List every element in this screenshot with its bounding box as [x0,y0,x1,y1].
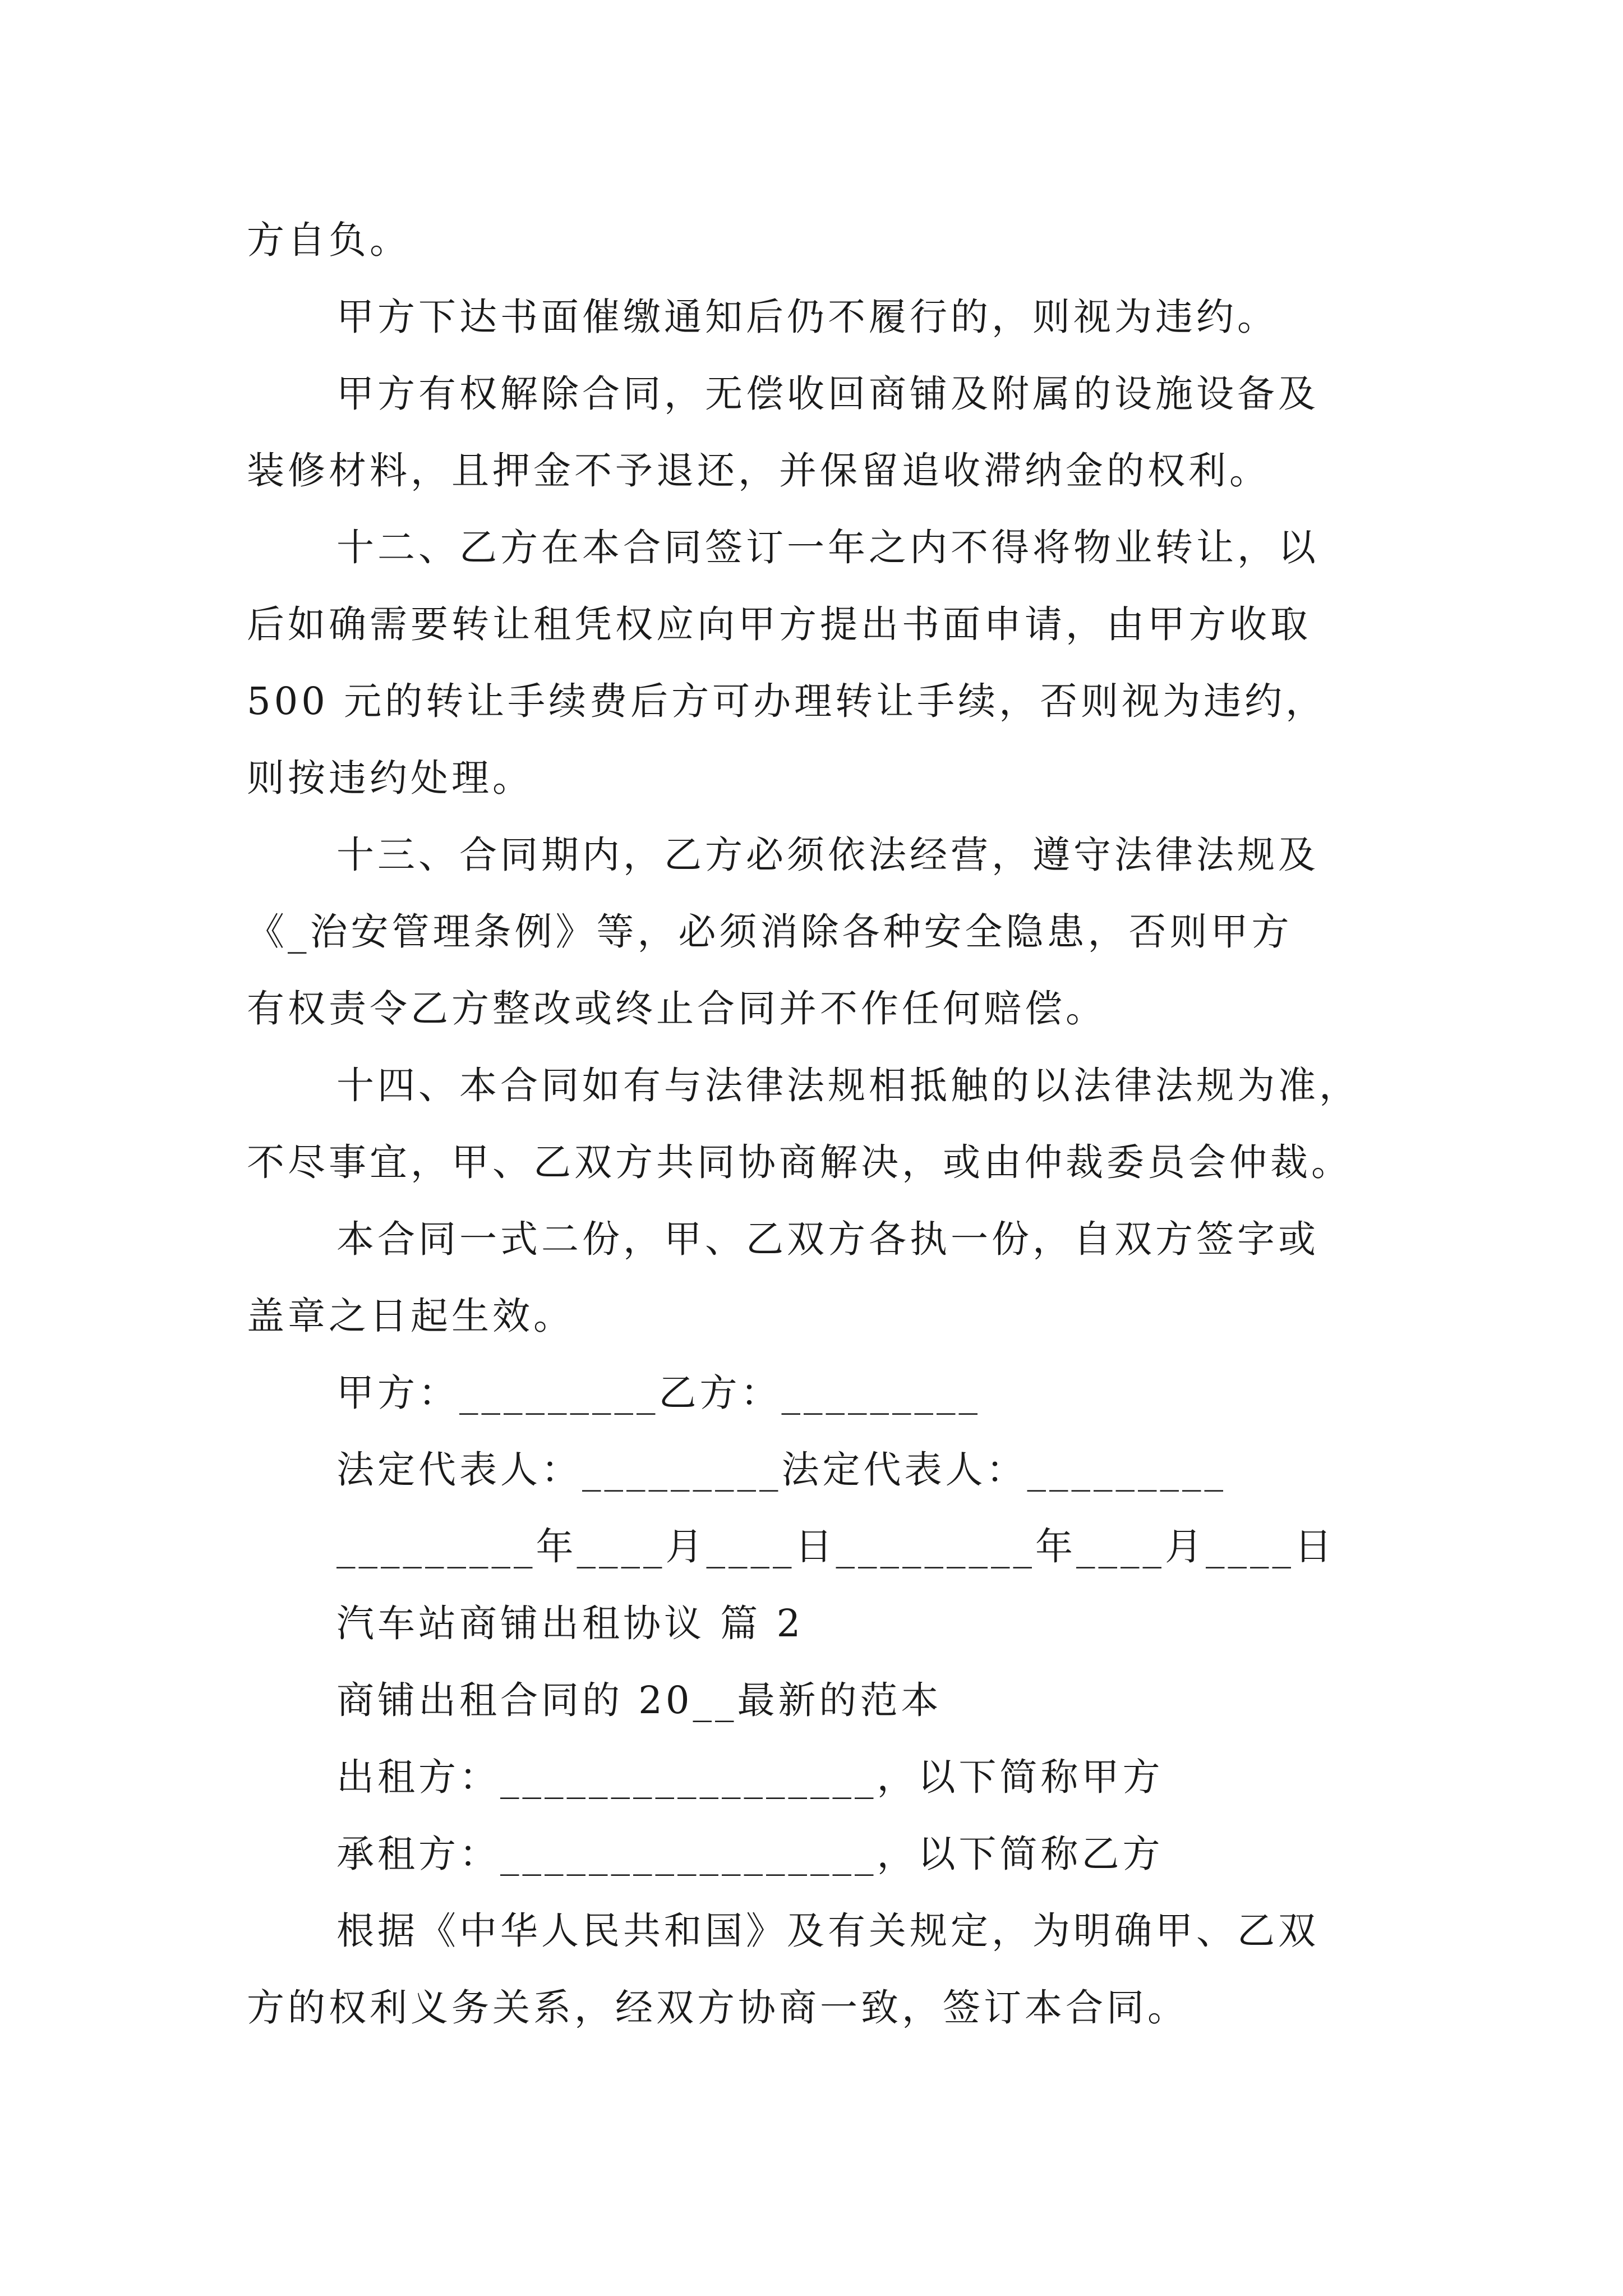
text-line: 十二、乙方在本合同签订一年之内不得将物业转让，以 [336,526,1319,569]
text-line: 装修材料，且押金不予退还，并保留追收滞纳金的权利。 [247,449,1270,493]
text-line: 后如确需要转让租凭权应向甲方提出书面申请，由甲方收取 [247,602,1311,646]
section-subtitle: 商铺出租合同的 20__最新的范本 [336,1678,942,1722]
text-line: 有权责令乙方整改或终止合同并不作任何赔偿。 [247,987,1106,1030]
text-line: 500 元的转让手续费后方可办理转让手续，否则视为违约， [247,679,1327,723]
signature-line-representatives: 法定代表人：_________法定代表人：_________ [336,1448,1227,1492]
lessor-line: 出租方：_________________，以下简称甲方 [336,1755,1164,1799]
text-line: 甲方下达书面催缴通知后仍不履行的，则视为违约。 [336,295,1278,339]
text-line: 则按违约处理。 [247,756,533,800]
text-line: 盖章之日起生效。 [247,1294,574,1338]
text-line: 十三、合同期内，乙方必须依法经营，遵守法律法规及 [336,833,1319,877]
text-line: 根据《中华人民共和国》及有关规定，为明确甲、乙双 [336,1909,1319,1953]
document-body [247,202,1385,2046]
section-title: 汽车站商铺出租协议 篇 2 [336,1602,804,1645]
signature-line-parties: 甲方：_________乙方：_________ [336,1371,981,1415]
text-line: 本合同一式二份，甲、乙双方各执一份，自双方签字或 [336,1217,1319,1261]
text-line: 十四、本合同如有与法律法规相抵触的以法律法规为准， [336,1064,1360,1107]
text-line: 甲方有权解除合同，无偿收回商铺及附属的设施设备及 [336,372,1319,416]
text-line: 《_治安管理条例》等，必须消除各种安全隐患，否则甲方 [247,910,1293,954]
signature-line-dates: _________年____月____日_________年____月____日 [336,1525,1335,1568]
text-line: 方自负。 [247,218,411,262]
text-line: 不尽事宜，甲、乙双方共同协商解决，或由仲裁委员会仲裁。 [247,1140,1352,1184]
lessee-line: 承租方：_________________，以下简称乙方 [336,1832,1164,1876]
text-line: 方的权利义务关系，经双方协商一致，签订本合同。 [247,1986,1188,2030]
